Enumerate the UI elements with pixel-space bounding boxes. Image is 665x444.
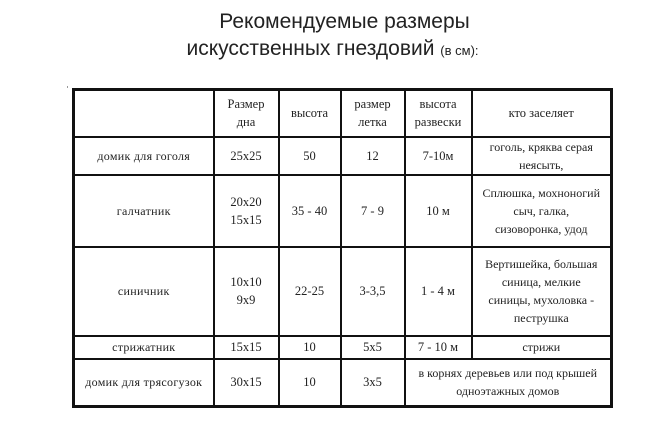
cell-text: 9x9 bbox=[236, 293, 256, 307]
entrance-cell: 5x5 bbox=[341, 336, 405, 359]
table-row bbox=[74, 137, 612, 175]
cell-text: 20x20 bbox=[230, 194, 262, 209]
cell-text: неясыть, bbox=[519, 157, 564, 172]
header-text: дна bbox=[236, 115, 256, 130]
header-text: Размер bbox=[227, 97, 265, 112]
cell-text: 25x25 bbox=[230, 148, 262, 163]
page-title-main: искусственных гнездовий bbox=[186, 37, 435, 60]
cell-text: гоголь, кряква серая bbox=[489, 139, 593, 154]
bottom-size-cell bbox=[214, 359, 279, 407]
page-title-unit: (в см): bbox=[440, 43, 479, 58]
cell-text: синица, мелкие bbox=[501, 275, 581, 289]
hang-height-cell: 7-10м bbox=[405, 137, 472, 175]
header-text: развески bbox=[414, 115, 462, 130]
inhabitants-cell bbox=[472, 247, 612, 336]
cell-text: стрижи bbox=[522, 340, 561, 354]
row-name: домик для гоголя bbox=[74, 137, 214, 175]
header-text: высота bbox=[290, 106, 329, 121]
header-cell-hang-height bbox=[405, 90, 472, 137]
entrance-cell: 12 bbox=[341, 137, 405, 175]
height-cell: 50 bbox=[279, 137, 341, 175]
hang-height-cell: 7 - 10 м bbox=[405, 336, 472, 359]
table-row bbox=[74, 359, 612, 407]
height-cell: 35 - 40 bbox=[279, 175, 341, 247]
cell-text: одноэтажных домов bbox=[456, 384, 560, 399]
height-cell: 10 bbox=[279, 359, 341, 407]
cell-text: в корнях деревьев или под крышей bbox=[418, 366, 598, 381]
cell-text: сизоворонка, удод bbox=[494, 221, 588, 236]
cell-text: 10x10 bbox=[230, 275, 262, 289]
cell-text: Вертишейка, большая bbox=[485, 257, 598, 271]
hang-height-cell: 10 м bbox=[405, 175, 472, 247]
header-text: высота bbox=[419, 97, 457, 112]
cell-text: 30x15 bbox=[230, 375, 262, 390]
header-cell-entrance-size bbox=[341, 90, 405, 137]
entrance-cell: 3x5 bbox=[341, 359, 405, 407]
placement-merged-cell bbox=[405, 359, 612, 407]
cell-text: Сплюшка, мохноногий bbox=[482, 185, 600, 200]
header-text: кто заселяет bbox=[508, 106, 574, 121]
table-row bbox=[74, 247, 612, 336]
page-title-line-1: Рекомендуемые размеры bbox=[219, 10, 470, 33]
header-text: летка bbox=[358, 115, 387, 130]
header-cell-bottom-size bbox=[214, 90, 279, 137]
scan-artifact bbox=[67, 86, 68, 88]
row-name: домик для трясогузок bbox=[74, 359, 214, 407]
page-title-line-2 bbox=[0, 38, 665, 59]
bottom-size-cell bbox=[214, 175, 279, 247]
row-name: галчатник bbox=[74, 175, 214, 247]
height-cell: 10 bbox=[279, 336, 341, 359]
bottom-size-cell bbox=[214, 247, 279, 336]
row-name: стрижатник bbox=[74, 336, 214, 359]
cell-text: синицы, мухоловка - bbox=[488, 293, 595, 307]
inhabitants-cell bbox=[472, 137, 612, 175]
header-cell-empty bbox=[74, 90, 214, 137]
table-row bbox=[74, 336, 612, 359]
entrance-cell: 7 - 9 bbox=[341, 175, 405, 247]
cell-text: пеструшка bbox=[513, 311, 569, 325]
cell-text: 15x15 bbox=[230, 212, 262, 227]
table-header-row bbox=[74, 90, 612, 137]
inhabitants-cell bbox=[472, 175, 612, 247]
cell-text: сыч, галка, bbox=[513, 203, 570, 218]
inhabitants-cell bbox=[472, 336, 612, 359]
header-cell-height bbox=[279, 90, 341, 137]
row-name: синичник bbox=[74, 247, 214, 336]
cell-text: 15x15 bbox=[230, 340, 262, 354]
bottom-size-cell bbox=[214, 336, 279, 359]
nest-sizes-table bbox=[72, 88, 613, 408]
height-cell: 22-25 bbox=[279, 247, 341, 336]
hang-height-cell: 1 - 4 м bbox=[405, 247, 472, 336]
bottom-size-cell bbox=[214, 137, 279, 175]
header-text: размер bbox=[354, 97, 391, 112]
entrance-cell: 3-3,5 bbox=[341, 247, 405, 336]
table-row bbox=[74, 175, 612, 247]
header-cell-inhabitants bbox=[472, 90, 612, 137]
